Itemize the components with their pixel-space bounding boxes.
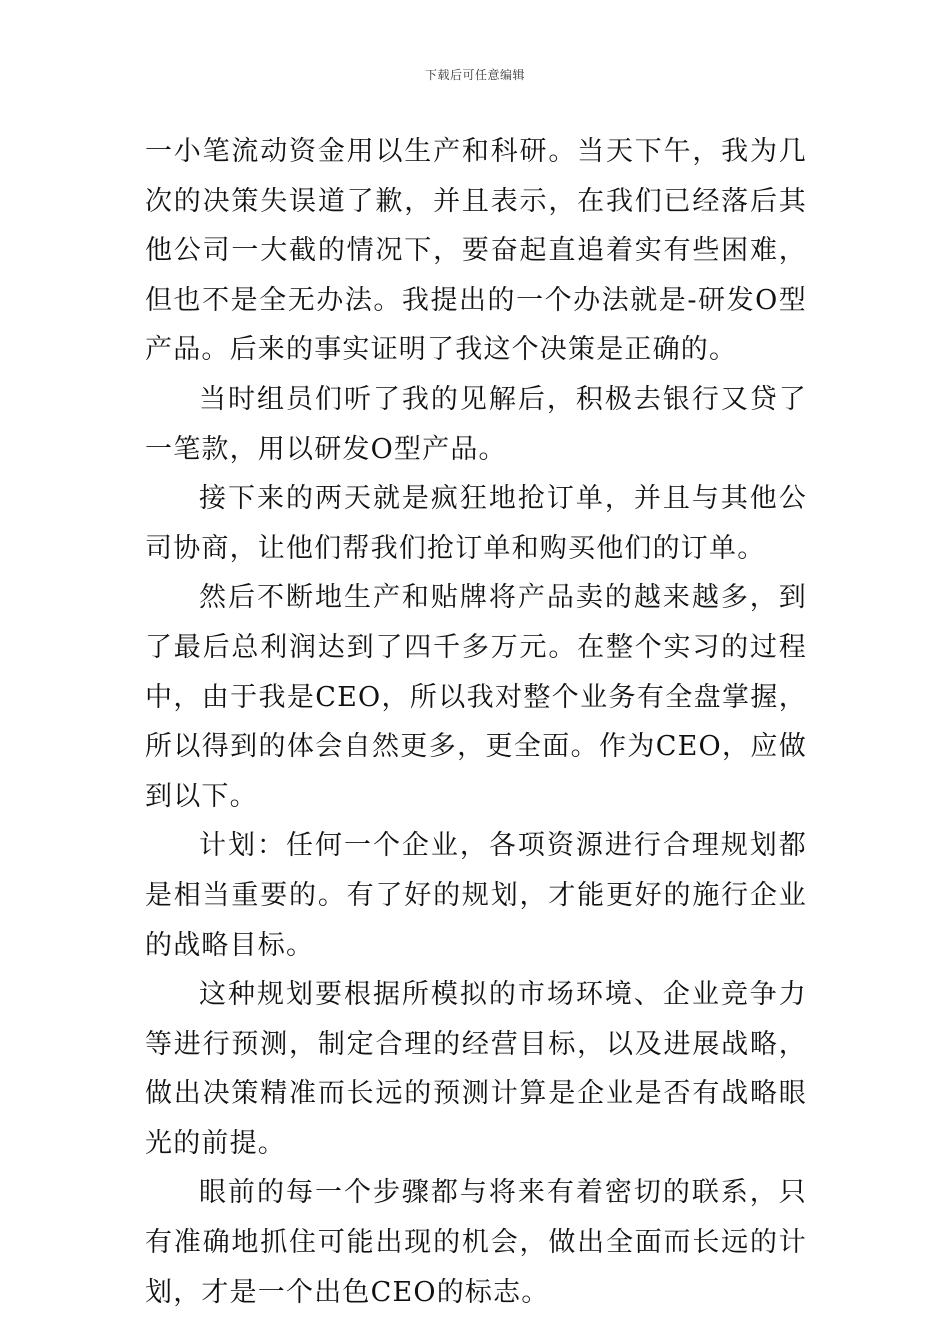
paragraph: 眼前的每一个步骤都与将来有着密切的联系，只有准确地抓住可能出现的机会，做出全面而长远的计划，才是一个出色CEO的标志。 xyxy=(145,1177,807,1308)
paragraph: 计划：任何一个企业，各项资源进行合理规划都是相当重要的。有了好的规划，才能更好的施行企业的战略目标。 xyxy=(145,830,807,961)
page-header-note: 下载后可任意编辑 xyxy=(424,68,525,82)
paragraph: 接下来的两天就是疯狂地抢订单，并且与其他公司协商，让他们帮我们抢订单和购买他们的订单。 xyxy=(145,483,807,564)
paragraph: 当时组员们听了我的见解后，积极去银行又贷了一笔款，用以研发O型产品。 xyxy=(145,383,807,465)
paragraph-continuation: 一小笔流动资金用以生产和科研。当天下午，我为几次的决策失误道了歉，并且表示，在我们已经落后其他公司一大截的情况下，要奋起直追着实有些困难，但也不是全无办法。我提出的一个办法就是-研发O型产品。后来的事实证明了我这个决策是正确的。 xyxy=(145,136,807,366)
paragraph: 然后不断地生产和贴牌将产品卖的越来越多，到了最后总利润达到了四千多万元。在整个实习的过程中，由于我是CEO，所以我对整个业务有全盘掌握，所以得到的体会自然更多，更全面。作为CEO，应做到以下。 xyxy=(145,582,807,812)
paragraph: 这种规划要根据所模拟的市场环境、企业竞争力等进行预测，制定合理的经营目标，以及进展战略，做出决策精准而长远的预测计算是企业是否有战略眼光的前提。 xyxy=(145,979,807,1159)
document-body xyxy=(145,127,807,1317)
